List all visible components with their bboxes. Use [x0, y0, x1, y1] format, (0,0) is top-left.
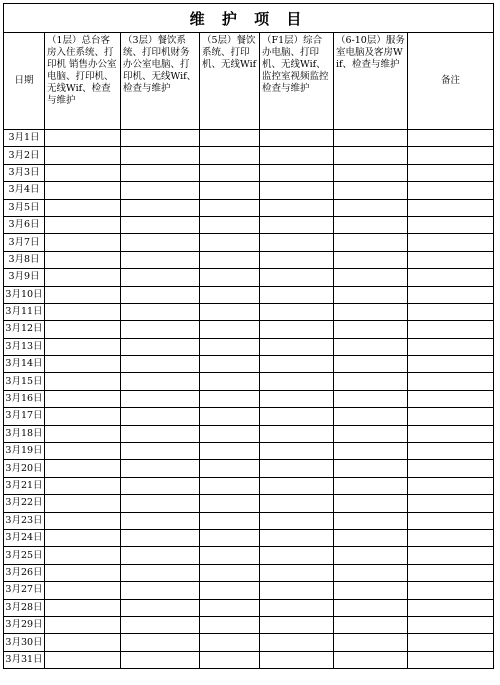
- entry-cell[interactable]: [121, 425, 200, 442]
- header-row: [4, 33, 494, 130]
- entry-cell[interactable]: [200, 390, 260, 407]
- date-cell: 3月23日: [4, 512, 45, 529]
- entry-cell[interactable]: [200, 164, 260, 181]
- entry-cell[interactable]: [334, 182, 408, 199]
- entry-cell[interactable]: [408, 147, 494, 164]
- entry-cell[interactable]: [408, 443, 494, 460]
- date-cell: 3月27日: [4, 582, 45, 599]
- table-row: [4, 286, 494, 303]
- entry-cell[interactable]: [334, 564, 408, 581]
- entry-cell[interactable]: [121, 216, 200, 233]
- date-cell: 3月1日: [4, 130, 45, 147]
- table-row: [4, 338, 494, 355]
- entry-cell[interactable]: [334, 495, 408, 512]
- entry-cell[interactable]: [45, 269, 121, 286]
- table-row: [4, 616, 494, 633]
- date-cell: 3月12日: [4, 321, 45, 338]
- entry-cell[interactable]: [200, 512, 260, 529]
- entry-cell[interactable]: [334, 356, 408, 373]
- date-cell: 3月20日: [4, 460, 45, 477]
- entry-cell[interactable]: [334, 529, 408, 546]
- entry-cell[interactable]: [334, 234, 408, 251]
- entry-cell[interactable]: [334, 390, 408, 407]
- table-row: [4, 147, 494, 164]
- date-cell: 3月10日: [4, 286, 45, 303]
- table-row: [4, 130, 494, 147]
- header-floor-5: （5层）餐饮系统、打印机、无线Wif: [200, 33, 260, 130]
- table-row: [4, 303, 494, 320]
- maintenance-table: [3, 3, 494, 669]
- table-row: [4, 164, 494, 181]
- date-cell: 3月17日: [4, 408, 45, 425]
- table-row: [4, 216, 494, 233]
- entry-cell[interactable]: [45, 251, 121, 268]
- entry-cell[interactable]: [260, 130, 334, 147]
- entry-cell[interactable]: [121, 303, 200, 320]
- entry-cell[interactable]: [200, 495, 260, 512]
- entry-cell[interactable]: [200, 234, 260, 251]
- entry-cell[interactable]: [45, 634, 121, 651]
- table-row: [4, 634, 494, 651]
- entry-cell[interactable]: [408, 164, 494, 181]
- entry-cell[interactable]: [45, 599, 121, 616]
- entry-cell[interactable]: [200, 373, 260, 390]
- entry-cell[interactable]: [121, 269, 200, 286]
- entry-cell[interactable]: [45, 216, 121, 233]
- date-cell: 3月6日: [4, 216, 45, 233]
- entry-cell[interactable]: [334, 512, 408, 529]
- table-row: [4, 529, 494, 546]
- entry-cell[interactable]: [45, 147, 121, 164]
- date-cell: 3月31日: [4, 651, 45, 668]
- entry-cell[interactable]: [260, 547, 334, 564]
- table-row: [4, 269, 494, 286]
- entry-cell[interactable]: [121, 356, 200, 373]
- table-row: [4, 443, 494, 460]
- entry-cell[interactable]: [200, 651, 260, 668]
- entry-cell[interactable]: [408, 582, 494, 599]
- header-floor-1: （1层）总台客房入住系统、打印机 销售办公室电脑、打印机、无线Wif、检查与维护: [45, 33, 121, 130]
- entry-cell[interactable]: [200, 547, 260, 564]
- entry-cell[interactable]: [260, 443, 334, 460]
- entry-cell[interactable]: [260, 651, 334, 668]
- entry-cell[interactable]: [200, 269, 260, 286]
- entry-cell[interactable]: [408, 251, 494, 268]
- date-cell: 3月24日: [4, 529, 45, 546]
- header-notes: 备注: [408, 33, 494, 130]
- entry-cell[interactable]: [408, 286, 494, 303]
- date-cell: 3月26日: [4, 564, 45, 581]
- entry-cell[interactable]: [408, 216, 494, 233]
- entry-cell[interactable]: [200, 303, 260, 320]
- table-row: [4, 512, 494, 529]
- entry-cell[interactable]: [121, 408, 200, 425]
- entry-cell[interactable]: [408, 321, 494, 338]
- table-row: [4, 199, 494, 216]
- date-cell: 3月8日: [4, 251, 45, 268]
- entry-cell[interactable]: [334, 460, 408, 477]
- entry-cell[interactable]: [121, 495, 200, 512]
- entry-cell[interactable]: [260, 529, 334, 546]
- entry-cell[interactable]: [408, 477, 494, 494]
- entry-cell[interactable]: [260, 216, 334, 233]
- date-cell: 3月2日: [4, 147, 45, 164]
- entry-cell[interactable]: [45, 182, 121, 199]
- date-cell: 3月16日: [4, 390, 45, 407]
- entry-cell[interactable]: [260, 634, 334, 651]
- entry-cell[interactable]: [334, 651, 408, 668]
- table-row: [4, 564, 494, 581]
- entry-cell[interactable]: [408, 564, 494, 581]
- entry-cell[interactable]: [121, 286, 200, 303]
- date-cell: 3月25日: [4, 547, 45, 564]
- entry-cell[interactable]: [200, 443, 260, 460]
- entry-cell[interactable]: [45, 408, 121, 425]
- entry-cell[interactable]: [334, 251, 408, 268]
- entry-cell[interactable]: [334, 477, 408, 494]
- entry-cell[interactable]: [260, 269, 334, 286]
- entry-cell[interactable]: [200, 130, 260, 147]
- header-date: 日期: [4, 33, 45, 130]
- entry-cell[interactable]: [334, 599, 408, 616]
- entry-cell[interactable]: [45, 356, 121, 373]
- entry-cell[interactable]: [408, 199, 494, 216]
- table-row: [4, 599, 494, 616]
- entry-cell[interactable]: [408, 234, 494, 251]
- entry-cell[interactable]: [45, 443, 121, 460]
- date-cell: 3月14日: [4, 356, 45, 373]
- entry-cell[interactable]: [45, 582, 121, 599]
- entry-cell[interactable]: [334, 303, 408, 320]
- entry-cell[interactable]: [260, 599, 334, 616]
- entry-cell[interactable]: [200, 286, 260, 303]
- entry-cell[interactable]: [334, 216, 408, 233]
- entry-cell[interactable]: [334, 164, 408, 181]
- entry-cell[interactable]: [45, 651, 121, 668]
- entry-cell[interactable]: [334, 199, 408, 216]
- entry-cell[interactable]: [260, 356, 334, 373]
- entry-cell[interactable]: [260, 616, 334, 633]
- entry-cell[interactable]: [260, 164, 334, 181]
- date-cell: 3月15日: [4, 373, 45, 390]
- entry-cell[interactable]: [408, 130, 494, 147]
- entry-cell[interactable]: [45, 321, 121, 338]
- entry-cell[interactable]: [45, 564, 121, 581]
- entry-cell[interactable]: [45, 286, 121, 303]
- entry-cell[interactable]: [200, 582, 260, 599]
- title-row: [4, 4, 494, 33]
- entry-cell[interactable]: [408, 634, 494, 651]
- entry-cell[interactable]: [260, 582, 334, 599]
- table-row: [4, 460, 494, 477]
- entry-cell[interactable]: [334, 547, 408, 564]
- table-row: [4, 390, 494, 407]
- entry-cell[interactable]: [260, 390, 334, 407]
- date-cell: 3月21日: [4, 477, 45, 494]
- entry-cell[interactable]: [121, 390, 200, 407]
- entry-cell[interactable]: [200, 251, 260, 268]
- entry-cell[interactable]: [260, 338, 334, 355]
- header-floor-6-10: （6-10层）服务室电脑及客房Wif、检查与维护: [334, 33, 408, 130]
- entry-cell[interactable]: [408, 547, 494, 564]
- entry-cell[interactable]: [121, 251, 200, 268]
- date-cell: 3月22日: [4, 495, 45, 512]
- entry-cell[interactable]: [408, 512, 494, 529]
- entry-cell[interactable]: [408, 338, 494, 355]
- entry-cell[interactable]: [200, 408, 260, 425]
- entry-cell[interactable]: [121, 373, 200, 390]
- entry-cell[interactable]: [121, 321, 200, 338]
- entry-cell[interactable]: [334, 269, 408, 286]
- table-row: [4, 321, 494, 338]
- date-cell: 3月9日: [4, 269, 45, 286]
- entry-cell[interactable]: [334, 425, 408, 442]
- entry-cell[interactable]: [408, 425, 494, 442]
- entry-cell[interactable]: [45, 460, 121, 477]
- entry-cell[interactable]: [200, 477, 260, 494]
- entry-cell[interactable]: [408, 303, 494, 320]
- entry-cell[interactable]: [45, 234, 121, 251]
- date-cell: 3月7日: [4, 234, 45, 251]
- entry-cell[interactable]: [45, 547, 121, 564]
- entry-cell[interactable]: [260, 425, 334, 442]
- table-row: [4, 251, 494, 268]
- entry-cell[interactable]: [200, 338, 260, 355]
- entry-cell[interactable]: [408, 269, 494, 286]
- entry-cell[interactable]: [260, 373, 334, 390]
- entry-cell[interactable]: [45, 616, 121, 633]
- date-cell: 3月5日: [4, 199, 45, 216]
- entry-cell[interactable]: [200, 216, 260, 233]
- entry-cell[interactable]: [334, 616, 408, 633]
- entry-cell[interactable]: [121, 234, 200, 251]
- table-row: [4, 234, 494, 251]
- entry-cell[interactable]: [200, 182, 260, 199]
- entry-cell[interactable]: [121, 182, 200, 199]
- entry-cell[interactable]: [408, 408, 494, 425]
- date-cell: 3月4日: [4, 182, 45, 199]
- entry-cell[interactable]: [45, 338, 121, 355]
- entry-cell[interactable]: [334, 147, 408, 164]
- entry-cell[interactable]: [121, 130, 200, 147]
- page-title: 维 护 项 目: [4, 4, 494, 33]
- entry-cell[interactable]: [260, 512, 334, 529]
- entry-cell[interactable]: [45, 477, 121, 494]
- entry-cell[interactable]: [408, 529, 494, 546]
- entry-cell[interactable]: [334, 286, 408, 303]
- entry-cell[interactable]: [408, 651, 494, 668]
- entry-cell[interactable]: [200, 199, 260, 216]
- table-row: [4, 477, 494, 494]
- entry-cell[interactable]: [45, 164, 121, 181]
- entry-cell[interactable]: [408, 460, 494, 477]
- header-floor-3: （3层）餐饮系统、打印机财务办公室电脑、打印机、无线Wif、检查与维护: [121, 33, 200, 130]
- entry-cell[interactable]: [408, 373, 494, 390]
- entry-cell[interactable]: [121, 599, 200, 616]
- entry-cell[interactable]: [200, 599, 260, 616]
- date-cell: 3月28日: [4, 599, 45, 616]
- date-cell: 3月11日: [4, 303, 45, 320]
- entry-cell[interactable]: [200, 425, 260, 442]
- entry-cell[interactable]: [260, 286, 334, 303]
- entry-cell[interactable]: [260, 199, 334, 216]
- date-cell: 3月19日: [4, 443, 45, 460]
- entry-cell[interactable]: [200, 529, 260, 546]
- entry-cell[interactable]: [260, 147, 334, 164]
- entry-cell[interactable]: [334, 321, 408, 338]
- entry-cell[interactable]: [200, 616, 260, 633]
- table-row: [4, 373, 494, 390]
- entry-cell[interactable]: [121, 547, 200, 564]
- entry-cell[interactable]: [121, 199, 200, 216]
- entry-cell[interactable]: [121, 616, 200, 633]
- entry-cell[interactable]: [200, 564, 260, 581]
- entry-cell[interactable]: [200, 356, 260, 373]
- entry-cell[interactable]: [334, 582, 408, 599]
- entry-cell[interactable]: [121, 529, 200, 546]
- entry-cell[interactable]: [260, 564, 334, 581]
- entry-cell[interactable]: [334, 373, 408, 390]
- date-cell: 3月13日: [4, 338, 45, 355]
- entry-cell[interactable]: [121, 443, 200, 460]
- entry-cell[interactable]: [200, 460, 260, 477]
- table-row: [4, 425, 494, 442]
- entry-cell[interactable]: [260, 477, 334, 494]
- entry-cell[interactable]: [334, 408, 408, 425]
- entry-cell[interactable]: [408, 356, 494, 373]
- entry-cell[interactable]: [45, 495, 121, 512]
- entry-cell[interactable]: [408, 616, 494, 633]
- table-row: [4, 356, 494, 373]
- entry-cell[interactable]: [121, 477, 200, 494]
- date-cell: 3月30日: [4, 634, 45, 651]
- entry-cell[interactable]: [45, 529, 121, 546]
- entry-cell[interactable]: [260, 303, 334, 320]
- entry-cell[interactable]: [260, 408, 334, 425]
- table-row: [4, 182, 494, 199]
- entry-cell[interactable]: [121, 338, 200, 355]
- entry-cell[interactable]: [260, 251, 334, 268]
- entry-cell[interactable]: [121, 460, 200, 477]
- entry-cell[interactable]: [121, 512, 200, 529]
- entry-cell[interactable]: [260, 234, 334, 251]
- entry-cell[interactable]: [260, 460, 334, 477]
- entry-cell[interactable]: [121, 582, 200, 599]
- date-cell: 3月3日: [4, 164, 45, 181]
- header-floor-f1: （F1层）综合办电脑、打印机、无线Wif、监控室视频监控检查与维护: [260, 33, 334, 130]
- entry-cell[interactable]: [260, 321, 334, 338]
- entry-cell[interactable]: [45, 390, 121, 407]
- entry-cell[interactable]: [408, 495, 494, 512]
- entry-cell[interactable]: [121, 164, 200, 181]
- entry-cell[interactable]: [200, 321, 260, 338]
- entry-cell[interactable]: [45, 303, 121, 320]
- entry-cell[interactable]: [334, 130, 408, 147]
- entry-cell[interactable]: [121, 564, 200, 581]
- entry-cell[interactable]: [260, 182, 334, 199]
- table-row: [4, 582, 494, 599]
- entry-cell[interactable]: [408, 182, 494, 199]
- entry-cell[interactable]: [121, 651, 200, 668]
- entry-cell[interactable]: [45, 512, 121, 529]
- entry-cell[interactable]: [408, 390, 494, 407]
- date-cell: 3月18日: [4, 425, 45, 442]
- entry-cell[interactable]: [45, 130, 121, 147]
- entry-cell[interactable]: [334, 443, 408, 460]
- entry-cell[interactable]: [408, 599, 494, 616]
- entry-cell[interactable]: [121, 634, 200, 651]
- entry-cell[interactable]: [121, 147, 200, 164]
- date-cell: 3月29日: [4, 616, 45, 633]
- maintenance-sheet: [3, 3, 493, 669]
- table-row: [4, 408, 494, 425]
- table-row: [4, 547, 494, 564]
- table-row: [4, 495, 494, 512]
- entry-cell[interactable]: [334, 338, 408, 355]
- entry-cell[interactable]: [45, 373, 121, 390]
- entry-cell[interactable]: [45, 199, 121, 216]
- table-row: [4, 651, 494, 668]
- entry-cell[interactable]: [334, 634, 408, 651]
- entry-cell[interactable]: [200, 634, 260, 651]
- entry-cell[interactable]: [45, 425, 121, 442]
- entry-cell[interactable]: [260, 495, 334, 512]
- entry-cell[interactable]: [200, 147, 260, 164]
